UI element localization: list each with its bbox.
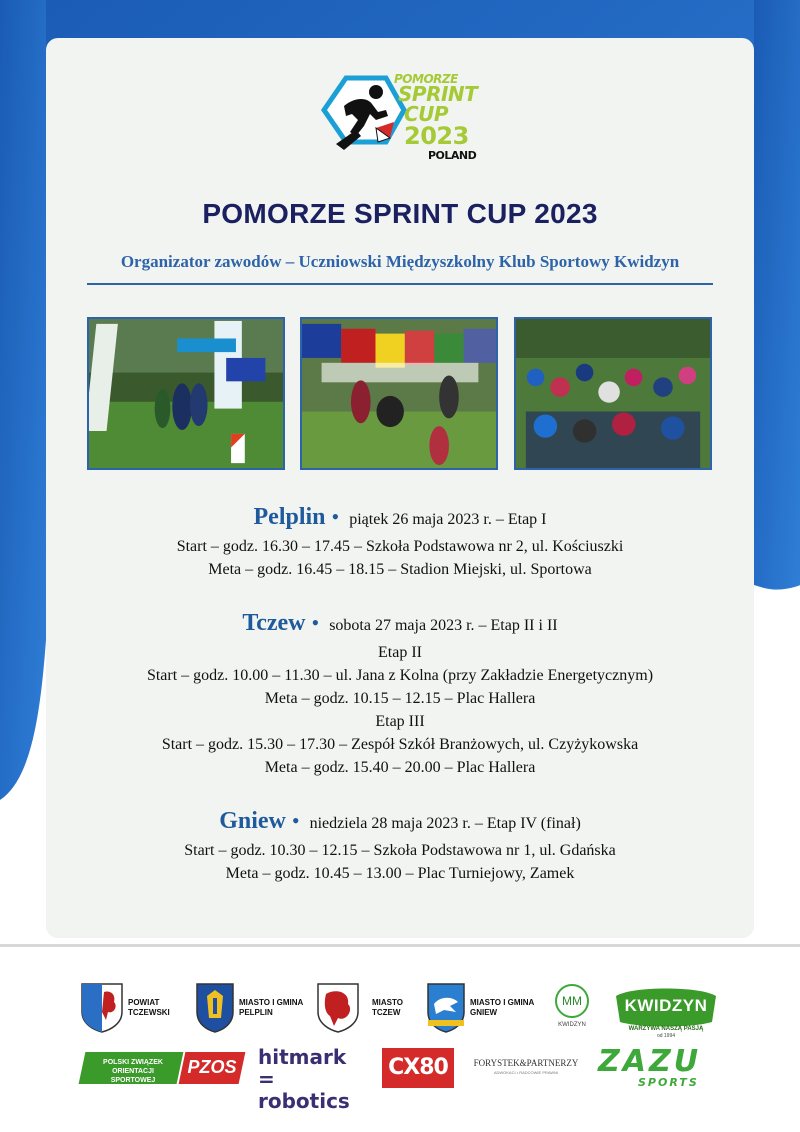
- sponsor-gniew: [426, 982, 546, 1034]
- sponsor-line: WARZYWA NASZĄ PASJĄ: [628, 1026, 704, 1032]
- sponsor-line: od 1994: [656, 1033, 676, 1039]
- sponsor-line: ZAZU: [598, 1044, 702, 1079]
- sponsor-pzos: [82, 1052, 242, 1084]
- sponsor-mm-kwidzyn: [550, 984, 594, 1034]
- schedule-line: Start – godz. 15.30 – 17.30 – Zespół Szkół Branżowych, ul. Czyżykowska: [161, 736, 639, 753]
- stage-gniew: [46, 810, 754, 885]
- sponsor-cx80: CX80: [382, 1048, 454, 1088]
- sponsor-pelplin: [195, 982, 310, 1034]
- sponsor-hitmark: [258, 1045, 373, 1113]
- sponsor-line: TCZEWSKI: [128, 1008, 170, 1017]
- schedule-line: Meta – godz. 15.40 – 20.00 – Plac Hallera: [264, 759, 536, 776]
- sponsor-line: PELPLIN: [239, 1008, 273, 1017]
- logo-text-poland: POLAND: [428, 149, 477, 162]
- schedule-line: Meta – godz. 16.45 – 18.15 – Stadion Miejski, ul. Sportowa: [208, 561, 592, 578]
- organizer-subtitle: Organizator zawodów – Uczniowski Międzyszkolny Klub Sportowy Kwidzyn: [120, 252, 680, 271]
- sponsor-line: hitmark: [258, 1045, 347, 1069]
- stage-header: [46, 810, 754, 835]
- divider: [87, 283, 713, 285]
- sponsor-line: MIASTO: [372, 998, 403, 1007]
- sponsor-tczew: [316, 982, 416, 1034]
- sponsor-line: TCZEW: [372, 1008, 401, 1017]
- sponsors-section: [0, 944, 800, 1132]
- sponsor-line: KWIDZYN: [624, 996, 708, 1015]
- photo-crowd: [514, 317, 712, 470]
- sponsor-powiat-tczewski: [80, 982, 190, 1034]
- content-card: [46, 38, 754, 938]
- sub-stage-label: Etap III: [375, 713, 425, 730]
- stage-date: niedziela 28 maja 2023 r. – Etap IV (finał): [309, 815, 581, 832]
- stage-header: [46, 506, 754, 531]
- logo-text-pomorze: POMORZE: [394, 72, 458, 86]
- sponsor-line: MIASTO I GMINA: [239, 998, 304, 1007]
- sponsor-line: POLSKI ZWIĄZEK: [103, 1059, 163, 1066]
- sponsor-line: = robotics: [258, 1067, 350, 1113]
- photo-flags: [300, 317, 498, 470]
- sponsor-line: MIASTO I GMINA: [470, 998, 535, 1007]
- schedule-line: Meta – godz. 10.45 – 13.00 – Plac Turniejowy, Zamek: [225, 865, 575, 882]
- sponsor-line: PZOS: [187, 1057, 237, 1077]
- stage-pelplin: [46, 506, 754, 581]
- coat-of-arms-icon: [195, 982, 235, 1034]
- stage-tczew: [46, 612, 754, 779]
- sponsor-line: KWIDZYN: [558, 1022, 586, 1028]
- schedule-line: Start – godz. 16.30 – 17.45 – Szkoła Podstawowa nr 2, ul. Kościuszki: [176, 538, 624, 555]
- stage-header: [46, 612, 754, 637]
- coat-of-arms-icon: [426, 982, 466, 1034]
- city-name: Pelplin: [253, 504, 326, 530]
- city-name: Gniew: [219, 808, 286, 834]
- stage-date: piątek 26 maja 2023 r. – Etap I: [349, 511, 547, 528]
- mm-logo-icon: MM: [555, 984, 589, 1018]
- bullet-icon: •: [331, 504, 340, 529]
- coat-of-arms-icon: [80, 982, 124, 1034]
- sponsor-line: ADWOKACI • RADCOWIE PRAWNI: [493, 1070, 559, 1075]
- sponsor-line: GNIEW: [470, 1008, 498, 1017]
- schedule-line: Start – godz. 10.30 – 12.15 – Szkoła Podstawowa nr 1, ul. Gdańska: [184, 842, 616, 859]
- sponsor-kwidzyn: [612, 982, 720, 1040]
- city-name: Tczew: [242, 610, 306, 636]
- stage-date: sobota 27 maja 2023 r. – Etap II i II: [329, 617, 558, 634]
- coat-of-arms-icon: [316, 982, 360, 1034]
- photo-finish-line: [87, 317, 285, 470]
- sponsor-line: SPORTS: [638, 1076, 699, 1089]
- page-title: POMORZE SPRINT CUP 2023: [202, 198, 598, 229]
- logo-text-cup: CUP: [404, 102, 449, 126]
- sponsor-line: ORIENTACJI SPORTOWEJ: [110, 1068, 156, 1084]
- bullet-icon: •: [291, 808, 300, 833]
- event-logo: [316, 70, 491, 165]
- sponsor-forystek: [470, 1058, 582, 1082]
- schedule-line: Meta – godz. 10.15 – 12.15 – Plac Hallera: [264, 690, 536, 707]
- logo-text-sprint: SPRINT: [398, 82, 478, 106]
- bullet-icon: •: [311, 610, 320, 635]
- sponsor-line: POWIAT: [128, 998, 160, 1007]
- sponsor-line: FORYSTEK&PARTNERZY: [473, 1058, 579, 1068]
- sub-stage-label: Etap II: [378, 644, 422, 661]
- schedule-line: Start – godz. 10.00 – 11.30 – ul. Jana z Kolna (przy Zakładzie Energetycznym): [146, 667, 654, 684]
- logo-text-year: 2023: [404, 122, 469, 150]
- sponsor-zazu: [598, 1046, 720, 1090]
